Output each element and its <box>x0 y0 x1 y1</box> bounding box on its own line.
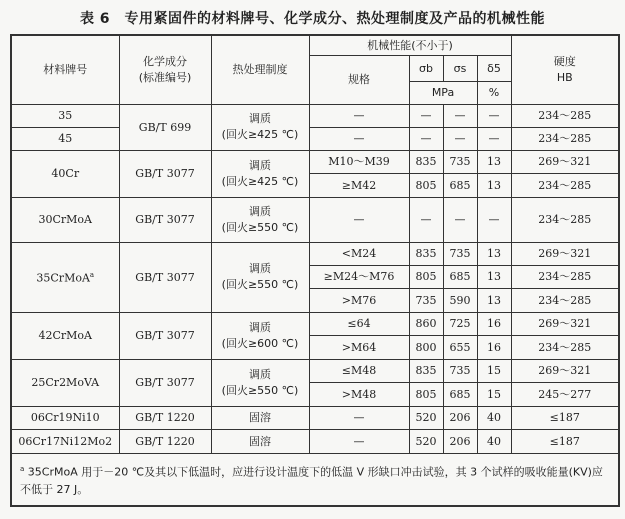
footnote-text: 35CrMoA 用于－20 ℃及其以下低温时，应进行设计温度下的低温 V 形缺口冲击试验，其 3 个试样的吸收能量(KV)应不低于 27 J。 <box>20 465 603 497</box>
sigma-s-cell: — <box>443 197 477 242</box>
sigma-b-cell: 805 <box>409 265 443 288</box>
heat-line1: 调质 <box>249 262 271 275</box>
spec-cell: ≥M24～M76 <box>309 265 409 288</box>
hardness-cell: 234～285 <box>511 288 619 312</box>
table-row <box>11 242 619 265</box>
hardness-cell: ≤187 <box>511 406 619 429</box>
heat-cell: 固溶 <box>211 429 309 453</box>
delta5-cell: 40 <box>477 406 511 429</box>
chem-cell: GB/T 1220 <box>119 429 211 453</box>
chem-cell: GB/T 699 <box>119 104 211 150</box>
sigma-s-cell: 655 <box>443 335 477 359</box>
heat-line2: (回火≥425 ℃) <box>221 128 299 141</box>
heat-line2: (回火≥425 ℃) <box>221 174 299 188</box>
table-row <box>11 150 619 173</box>
chem-cell: GB/T 3077 <box>119 312 211 359</box>
sigma-s-cell: 206 <box>443 406 477 429</box>
delta5-cell: 13 <box>477 173 511 197</box>
chem-cell: GB/T 3077 <box>119 197 211 242</box>
footnote-cell <box>11 453 619 506</box>
sigma-b-cell: 805 <box>409 382 443 406</box>
table-row <box>11 359 619 382</box>
header-chemical-line1: 化学成分 <box>143 54 187 68</box>
heat-cell <box>211 150 309 197</box>
material-cell: 42CrMoA <box>11 312 119 359</box>
material-cell: 06Cr17Ni12Mo2 <box>11 429 119 453</box>
sigma-b-cell: 835 <box>409 242 443 265</box>
heat-line2: (回火≥550 ℃) <box>221 278 299 291</box>
spec-cell: M10～M39 <box>309 150 409 173</box>
table-container <box>10 34 618 507</box>
chem-cell: GB/T 3077 <box>119 242 211 312</box>
heat-line1: 调质 <box>249 204 271 218</box>
sigma-s-cell: 206 <box>443 429 477 453</box>
delta5-cell: — <box>477 104 511 127</box>
material-cell: 06Cr19Ni10 <box>11 406 119 429</box>
material-cell <box>11 242 119 312</box>
material-name: 35CrMoA <box>36 271 90 285</box>
sigma-b-cell: 805 <box>409 173 443 197</box>
hardness-cell: 269～321 <box>511 312 619 335</box>
delta5-cell: 13 <box>477 150 511 173</box>
sigma-s-cell: — <box>443 127 477 150</box>
heat-cell: 固溶 <box>211 406 309 429</box>
chem-cell: GB/T 1220 <box>119 406 211 429</box>
spec-cell: <M24 <box>309 242 409 265</box>
heat-cell <box>211 359 309 406</box>
delta5-cell: 16 <box>477 335 511 359</box>
header-unit-percent: % <box>477 81 511 104</box>
spec-cell: — <box>309 127 409 150</box>
hardness-cell: 234～285 <box>511 104 619 127</box>
header-mechanical: 机械性能(不小于) <box>309 35 511 55</box>
spec-cell: — <box>309 104 409 127</box>
sigma-s-cell: 590 <box>443 288 477 312</box>
header-chemical-line2: (标准编号) <box>138 70 192 84</box>
sigma-b-cell: 800 <box>409 335 443 359</box>
material-cell: 25Cr2MoVA <box>11 359 119 406</box>
properties-table <box>10 34 620 507</box>
sigma-b-cell: 520 <box>409 429 443 453</box>
sigma-s-cell: 725 <box>443 312 477 335</box>
heat-cell <box>211 197 309 242</box>
delta5-cell: 13 <box>477 265 511 288</box>
table-row <box>11 197 619 242</box>
material-cell: 45 <box>11 127 119 150</box>
table-row <box>11 127 619 150</box>
hardness-cell: 234～285 <box>511 197 619 242</box>
table-row <box>11 429 619 453</box>
heat-line1: 调质 <box>249 320 271 334</box>
sigma-s-cell: 735 <box>443 242 477 265</box>
table-row <box>11 104 619 127</box>
delta5-cell: 15 <box>477 359 511 382</box>
heat-line1: 调质 <box>249 367 271 381</box>
delta5-cell: — <box>477 127 511 150</box>
material-cell: 35 <box>11 104 119 127</box>
header-delta5: δ5 <box>477 55 511 81</box>
heat-line2: (回火≥550 ℃) <box>221 220 299 234</box>
sigma-s-cell: 685 <box>443 265 477 288</box>
footnote-mark: a <box>20 464 25 473</box>
header-hardness <box>511 35 619 104</box>
heat-cell <box>211 312 309 359</box>
sigma-b-cell: 835 <box>409 359 443 382</box>
heat-cell <box>211 242 309 312</box>
hardness-cell: 245～277 <box>511 382 619 406</box>
delta5-cell: 16 <box>477 312 511 335</box>
header-chemical <box>119 35 211 104</box>
sigma-s-cell: 735 <box>443 359 477 382</box>
heat-line2: (回火≥600 ℃) <box>221 336 299 350</box>
chem-cell: GB/T 3077 <box>119 359 211 406</box>
spec-cell: — <box>309 406 409 429</box>
header-hardness-line2: HB <box>556 70 573 84</box>
delta5-cell: 13 <box>477 242 511 265</box>
delta5-cell: 40 <box>477 429 511 453</box>
sigma-b-cell: 860 <box>409 312 443 335</box>
sigma-s-cell: 685 <box>443 382 477 406</box>
sigma-b-cell: 835 <box>409 150 443 173</box>
delta5-cell: 13 <box>477 288 511 312</box>
sigma-b-cell: 735 <box>409 288 443 312</box>
heat-line1: 调质 <box>249 158 271 172</box>
header-material: 材料牌号 <box>11 35 119 104</box>
chem-cell: GB/T 3077 <box>119 150 211 197</box>
heat-cell <box>211 104 309 150</box>
sigma-b-cell: — <box>409 104 443 127</box>
header-sigma-s: σs <box>443 55 477 81</box>
heat-line1: 调质 <box>249 112 271 125</box>
header-hardness-line1: 硬度 <box>553 54 576 68</box>
hardness-cell: ≤187 <box>511 429 619 453</box>
delta5-cell: 15 <box>477 382 511 406</box>
table-title: 表 6 专用紧固件的材料牌号、化学成分、热处理制度及产品的机械性能 <box>79 11 546 27</box>
table-row <box>11 312 619 335</box>
sigma-s-cell: 735 <box>443 150 477 173</box>
sigma-s-cell: — <box>443 104 477 127</box>
header-spec: 规格 <box>309 55 409 104</box>
spec-cell: >M76 <box>309 288 409 312</box>
spec-cell: — <box>309 429 409 453</box>
sigma-b-cell: — <box>409 127 443 150</box>
hardness-cell: 234～285 <box>511 335 619 359</box>
header-unit-mpa: MPa <box>409 81 477 104</box>
spec-cell: >M64 <box>309 335 409 359</box>
hardness-cell: 234～285 <box>511 127 619 150</box>
spec-cell: ≤M48 <box>309 359 409 382</box>
header-sigma-b: σb <box>409 55 443 81</box>
sigma-s-cell: 685 <box>443 173 477 197</box>
hardness-cell: 234～285 <box>511 265 619 288</box>
sigma-b-cell: — <box>409 197 443 242</box>
spec-cell: ≥M42 <box>309 173 409 197</box>
spec-cell: ≤64 <box>309 312 409 335</box>
hardness-cell: 269～321 <box>511 359 619 382</box>
material-cell: 30CrMoA <box>11 197 119 242</box>
spec-cell: >M48 <box>309 382 409 406</box>
table-row <box>11 406 619 429</box>
spec-cell: — <box>309 197 409 242</box>
hardness-cell: 269～321 <box>511 242 619 265</box>
sigma-b-cell: 520 <box>409 406 443 429</box>
hardness-cell: 234～285 <box>511 173 619 197</box>
header-heat-treatment: 热处理制度 <box>211 35 309 104</box>
material-cell: 40Cr <box>11 150 119 197</box>
delta5-cell: — <box>477 197 511 242</box>
hardness-cell: 269～321 <box>511 150 619 173</box>
footnote-mark: a <box>89 271 95 280</box>
footnote-row <box>11 453 619 506</box>
heat-line2: (回火≥550 ℃) <box>221 383 299 397</box>
